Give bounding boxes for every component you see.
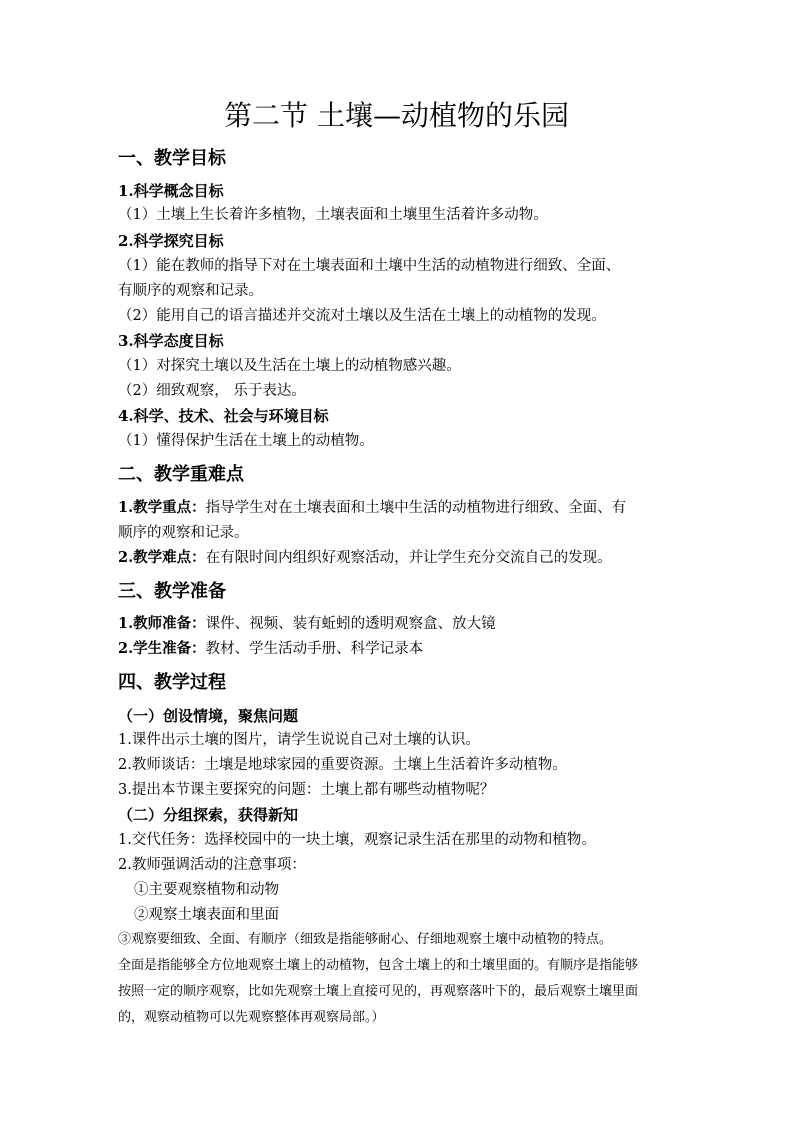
paragraph-line: （1）能在教师的指导下对在土壤表面和土壤中生活的动植物进行细致、全面、: [118, 258, 621, 274]
paragraph-line: 3.提出本节课主要探究的问题：土壤上都有哪些动植物呢？: [118, 782, 495, 798]
subsection-heading: （一）创设情境，聚焦问题: [118, 707, 299, 725]
section-heading-goals: 一、教学目标: [118, 148, 226, 169]
section-heading-process: 四、教学过程: [118, 672, 226, 693]
student-prep-text: 教材、学生活动手册、科学记录本: [205, 641, 424, 657]
section-heading-key-points: 二、教学重难点: [118, 464, 244, 485]
paragraph-line: 2.教师强调活动的注意事项：: [118, 857, 306, 873]
student-prep-label: 2.学生准备：: [118, 640, 206, 657]
paragraph-line: 顺序的观察和记录。: [118, 525, 249, 541]
paragraph-line: （1）对探究土壤以及生活在土壤上的动植物感兴趣。: [118, 358, 461, 374]
paragraph-line: 的，观察动植物可以先观察整体再观察局部。）: [118, 1010, 385, 1025]
paragraph-line: 1.课件出示土壤的图片，请学生说说自己对土壤的认识。: [118, 732, 480, 748]
paragraph-line: （1）土壤上生长着许多植物，土壤表面和土壤里生活着许多动物。: [118, 207, 548, 223]
teacher-prep-label: 1.教师准备：: [118, 615, 206, 632]
paragraph-line: 按照一定的顺序观察，比如先观察土壤上直接可见的，再观察落叶下的，最后观察土壤里面: [118, 984, 639, 999]
paragraph-line: （2）细致观察， 乐于表达。: [118, 383, 306, 399]
list-item: ①主要观察植物和动物: [134, 882, 279, 898]
paragraph-line: （2）能用自己的语言描述并交流对土壤以及生活在土壤上的动植物的发现。: [118, 308, 606, 324]
paragraph-line: 有顺序的观察和记录。: [118, 283, 263, 299]
teacher-prep-line: [118, 613, 496, 635]
section-heading-preparation: 三、教学准备: [118, 581, 226, 602]
teacher-prep-text: 课件、视频、装有蚯蚓的透明观察盒、放大镜: [205, 616, 496, 632]
paragraph-line: （1）懂得保护生活在土壤上的动植物。: [118, 433, 374, 449]
paragraph-line: 1.交代任务：选择校园中的一块土壤，观察记录生活在那里的动物和植物。: [118, 832, 596, 848]
difficulty-line: [118, 547, 612, 569]
key-point-line: [118, 497, 626, 519]
goal-heading-attitude: 3.科学态度目标: [118, 332, 224, 350]
goal-heading-stse: 4.科学、技术、社会与环境目标: [118, 407, 329, 425]
subsection-heading: （二）分组探索，获得新知: [118, 806, 299, 824]
difficulty-label: 2.教学难点：: [118, 549, 206, 566]
difficulty-text: 在有限时间内组织好观察活动，并让学生充分交流自己的发现。: [205, 550, 612, 566]
goal-heading-inquiry: 2.科学探究目标: [118, 232, 224, 250]
paragraph-line: 2.教师谈话：土壤是地球家园的重要资源。土壤上生活着许多动植物。: [118, 757, 567, 773]
list-item: ②观察土壤表面和里面: [134, 907, 279, 923]
paragraph-line: 全面是指能够全方位地观察土壤上的动植物，包含土壤上的和土壤里面的。有顺序是指能够: [118, 958, 639, 973]
list-item: ③观察要细致、全面、有顺序（细致是指能够耐心、仔细地观察土壤中动植物的特点。: [118, 932, 613, 947]
key-point-label: 1.教学重点：: [118, 499, 206, 516]
goal-heading-concept: 1.科学概念目标: [118, 182, 224, 200]
page-title: 第二节 土壤—动植物的乐园: [224, 99, 569, 132]
student-prep-line: [118, 638, 423, 660]
key-point-text: 指导学生对在土壤表面和土壤中生活的动植物进行细致、全面、有: [205, 500, 627, 516]
